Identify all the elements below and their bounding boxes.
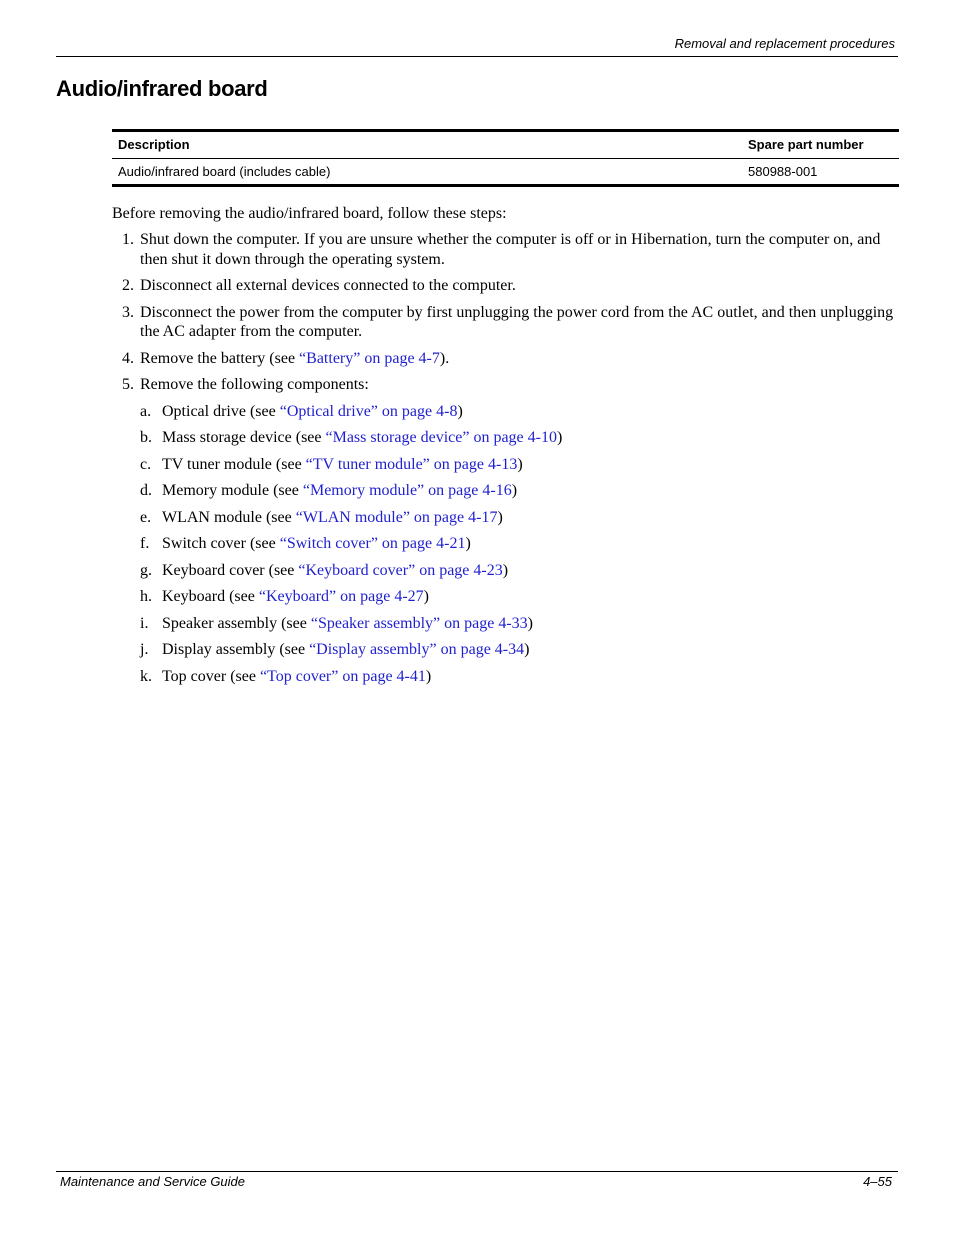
item-suffix: ) — [465, 535, 471, 552]
step-4 — [112, 349, 902, 369]
step-number: 3. — [122, 303, 134, 321]
column-header-spare-part-number: Spare part number — [748, 137, 864, 152]
mass-storage-device-link[interactable]: “Mass storage device” on page 4-10 — [325, 429, 557, 446]
step-3 — [112, 303, 902, 342]
footer-rule — [56, 1171, 898, 1172]
item-suffix: ) — [556, 429, 563, 446]
table-header-row — [112, 132, 899, 159]
list-item — [112, 667, 902, 694]
step-text-prefix: Remove the battery (see — [140, 349, 300, 367]
battery-link[interactable]: “Battery” on page 4-7 — [299, 349, 440, 367]
item-letter: j. — [140, 641, 149, 658]
item-text: Optical drive (see — [162, 402, 280, 420]
item-suffix: ) — [502, 561, 509, 579]
item-suffix: ) — [497, 508, 503, 526]
item-text: Mass storage device (see — [162, 429, 326, 446]
item-text: TV tuner module (see — [162, 455, 306, 473]
item-letter: a. — [140, 402, 152, 420]
list-item — [112, 508, 902, 535]
list-item — [112, 455, 902, 482]
tv-tuner-module-link[interactable]: “TV tuner module” on page 4-13 — [305, 455, 518, 473]
column-header-description: Description — [118, 137, 190, 152]
item-text: Keyboard cover (see — [162, 561, 299, 579]
list-item — [112, 534, 902, 561]
step-number: 4. — [122, 349, 134, 367]
step-number: 5. — [122, 376, 134, 393]
item-suffix: ) — [524, 641, 530, 658]
running-header: Removal and replacement procedures — [674, 36, 895, 51]
item-suffix: ) — [425, 667, 432, 685]
item-text: Top cover (see — [162, 667, 260, 685]
item-letter: i. — [140, 614, 149, 632]
item-suffix: ) — [527, 614, 533, 632]
footer-guide-title: Maintenance and Service Guide — [60, 1174, 246, 1189]
list-item — [112, 428, 902, 455]
item-letter: h. — [140, 588, 152, 605]
memory-module-link[interactable]: “Memory module” on page 4-16 — [302, 482, 512, 499]
step-text: Disconnect the power from the computer by first unplugging the power cord from the AC outlet, and then unplugging the AC adapter from the computer. — [140, 303, 894, 340]
item-suffix: ) — [511, 482, 518, 499]
wlan-module-link[interactable]: “WLAN module” on page 4-17 — [295, 508, 498, 526]
item-suffix: ) — [457, 402, 463, 420]
list-item — [112, 614, 902, 641]
item-suffix: ) — [517, 455, 523, 473]
switch-cover-link[interactable]: “Switch cover” on page 4-21 — [279, 535, 466, 552]
step-text: Remove the following components: — [140, 376, 369, 393]
item-text: Switch cover (see — [162, 535, 280, 552]
header-rule — [56, 56, 898, 57]
item-text: Memory module (see — [162, 482, 303, 499]
spare-parts-table — [112, 129, 899, 187]
page-number: 4–55 — [863, 1174, 892, 1189]
step-2 — [112, 276, 902, 296]
list-item — [112, 402, 902, 429]
item-letter: c. — [140, 455, 152, 473]
list-item — [112, 561, 902, 588]
list-item — [112, 481, 902, 508]
display-assembly-link[interactable]: “Display assembly” on page 4-34 — [309, 641, 525, 658]
keyboard-cover-link[interactable]: “Keyboard cover” on page 4-23 — [298, 561, 503, 579]
top-cover-link[interactable]: “Top cover” on page 4-41 — [259, 667, 426, 685]
step-text-suffix: ). — [439, 349, 450, 367]
page-title: Audio/infrared board — [56, 76, 268, 101]
cell-description: Audio/infrared board (includes cable) — [118, 164, 331, 179]
item-letter: e. — [140, 508, 152, 526]
item-letter: f. — [140, 535, 150, 552]
procedure-steps — [112, 230, 902, 693]
step-text: Shut down the computer. If you are unsure whether the computer is off or in Hibernation, turn the computer on, and then shut it down through the operating system. — [140, 231, 881, 268]
step-1 — [112, 230, 902, 269]
step-5 — [112, 375, 902, 395]
table-row — [112, 159, 899, 187]
keyboard-link[interactable]: “Keyboard” on page 4-27 — [258, 588, 424, 605]
item-text: WLAN module (see — [162, 508, 296, 526]
intro-paragraph: Before removing the audio/infrared board, follow these steps: — [112, 205, 507, 222]
item-letter: b. — [140, 429, 152, 446]
item-letter: k. — [140, 667, 152, 685]
cell-spare-part-number: 580988-001 — [748, 164, 818, 179]
item-text: Speaker assembly (see — [162, 614, 311, 632]
step-number: 2. — [122, 277, 134, 294]
item-letter: d. — [140, 482, 152, 499]
item-letter: g. — [140, 561, 152, 579]
optical-drive-link[interactable]: “Optical drive” on page 4-8 — [279, 402, 458, 420]
item-suffix: ) — [423, 588, 429, 605]
speaker-assembly-link[interactable]: “Speaker assembly” on page 4-33 — [310, 614, 528, 632]
list-item — [112, 587, 902, 614]
step-text: Disconnect all external devices connected to the computer. — [140, 277, 516, 294]
list-item — [112, 640, 902, 667]
item-text: Keyboard (see — [162, 588, 259, 605]
item-text: Display assembly (see — [162, 641, 310, 658]
step-number: 1. — [122, 231, 134, 248]
